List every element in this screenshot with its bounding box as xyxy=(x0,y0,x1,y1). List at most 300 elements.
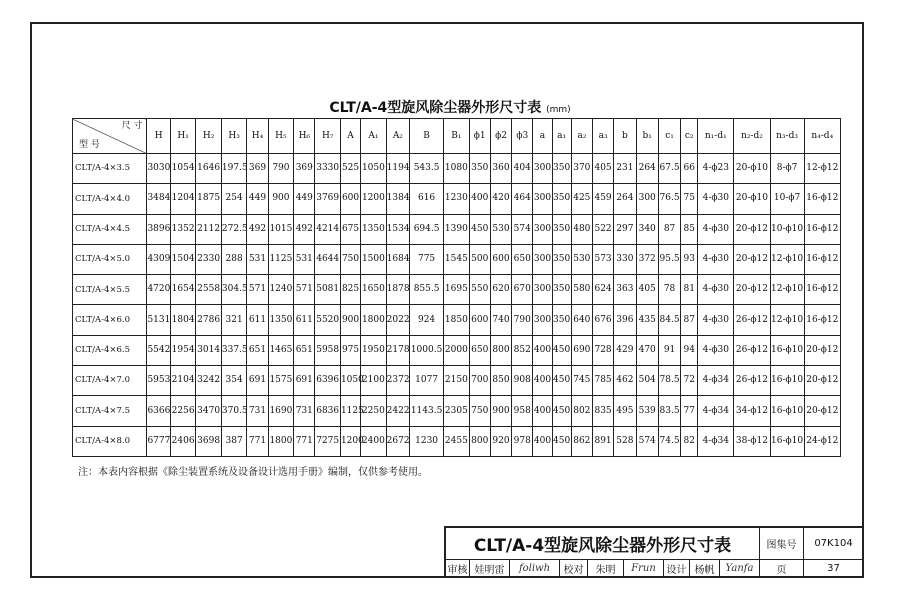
value-cell: 66 xyxy=(681,154,698,184)
value-cell: 2305 xyxy=(444,396,470,426)
value-cell: 600 xyxy=(469,305,490,335)
value-cell: 745 xyxy=(571,366,592,396)
value-cell: 363 xyxy=(614,275,636,305)
design-signature: Yanfa xyxy=(720,560,760,578)
value-cell: 464 xyxy=(512,184,533,214)
value-cell: 1015 xyxy=(268,214,294,244)
value-cell: 900 xyxy=(340,305,360,335)
value-cell: 1545 xyxy=(444,244,470,274)
value-cell: 1200 xyxy=(340,426,360,456)
value-cell: 492 xyxy=(294,214,315,244)
value-cell: 6366 xyxy=(147,396,170,426)
value-cell: 74.5 xyxy=(658,426,680,456)
column-header: H₃ xyxy=(221,119,247,154)
value-cell: 16-ϕ10 xyxy=(770,366,804,396)
value-cell: 94 xyxy=(681,335,698,365)
model-cell: CLT/A-4×4.5 xyxy=(73,214,147,244)
title-block xyxy=(444,526,862,578)
value-cell: 543.5 xyxy=(410,154,444,184)
value-cell: 300 xyxy=(533,214,552,244)
value-cell: 531 xyxy=(247,244,268,274)
table-row xyxy=(73,305,841,335)
value-cell: 78.5 xyxy=(658,366,680,396)
value-cell: 690 xyxy=(571,335,592,365)
model-cell: CLT/A-4×3.5 xyxy=(73,154,147,184)
value-cell: 531 xyxy=(294,244,315,274)
value-cell: 1384 xyxy=(386,184,409,214)
value-cell: 500 xyxy=(469,244,490,274)
value-cell: 16-ϕ12 xyxy=(804,275,840,305)
column-header: H₅ xyxy=(268,119,294,154)
column-header: n₄-d₄ xyxy=(804,119,840,154)
value-cell: 20-ϕ10 xyxy=(734,184,770,214)
value-cell: 360 xyxy=(490,154,511,184)
value-cell: 450 xyxy=(552,426,571,456)
value-cell: 4-ϕ34 xyxy=(698,396,734,426)
value-cell: 728 xyxy=(592,335,613,365)
review-signature: foliwh xyxy=(510,560,560,578)
value-cell: 691 xyxy=(247,366,268,396)
value-cell: 624 xyxy=(592,275,613,305)
value-cell: 12-ϕ10 xyxy=(770,275,804,305)
value-cell: 2100 xyxy=(361,366,387,396)
value-cell: 330 xyxy=(614,244,636,274)
value-cell: 2330 xyxy=(196,244,222,274)
value-cell: 405 xyxy=(592,154,613,184)
value-cell: 26-ϕ12 xyxy=(734,366,770,396)
value-cell: 4-ϕ34 xyxy=(698,426,734,456)
value-cell: 82 xyxy=(681,426,698,456)
value-cell: 1654 xyxy=(170,275,196,305)
design-name: 杨帆 xyxy=(690,560,720,578)
column-header: A₁ xyxy=(361,119,387,154)
value-cell: 900 xyxy=(268,184,294,214)
model-cell: CLT/A-4×6.0 xyxy=(73,305,147,335)
value-cell: 600 xyxy=(490,244,511,274)
value-cell: 920 xyxy=(490,426,511,456)
value-cell: 1684 xyxy=(386,244,409,274)
value-cell: 750 xyxy=(469,396,490,426)
value-cell: 254 xyxy=(221,184,247,214)
value-cell: 740 xyxy=(490,305,511,335)
value-cell: 825 xyxy=(340,275,360,305)
value-cell: 6396 xyxy=(315,366,341,396)
value-cell: 372 xyxy=(636,244,658,274)
value-cell: 1000.5 xyxy=(410,335,444,365)
value-cell: 611 xyxy=(247,305,268,335)
value-cell: 3484 xyxy=(147,184,170,214)
value-cell: 370.5 xyxy=(221,396,247,426)
value-cell: 83.5 xyxy=(658,396,680,426)
column-header: n₃-d₃ xyxy=(770,119,804,154)
value-cell: 300 xyxy=(636,184,658,214)
value-cell: 3698 xyxy=(196,426,222,456)
title-unit: (mm) xyxy=(546,105,571,115)
value-cell: 197.5 xyxy=(221,154,247,184)
value-cell: 1054 xyxy=(170,154,196,184)
value-cell: 10-ϕ7 xyxy=(770,184,804,214)
column-header: a₃ xyxy=(592,119,613,154)
value-cell: 862 xyxy=(571,426,592,456)
value-cell: 337.5 xyxy=(221,335,247,365)
atlas-label: 图集号 xyxy=(760,528,804,560)
value-cell: 2250 xyxy=(361,396,387,426)
value-cell: 504 xyxy=(636,366,658,396)
value-cell: 400 xyxy=(533,426,552,456)
value-cell: 650 xyxy=(469,335,490,365)
design-label: 设计 xyxy=(664,560,690,578)
value-cell: 528 xyxy=(614,426,636,456)
table-row xyxy=(73,184,841,214)
value-cell: 34-ϕ12 xyxy=(734,396,770,426)
atlas-number: 07K104 xyxy=(804,528,864,560)
value-cell: 574 xyxy=(512,214,533,244)
value-cell: 855.5 xyxy=(410,275,444,305)
value-cell: 72 xyxy=(681,366,698,396)
column-header: a xyxy=(533,119,552,154)
table-row xyxy=(73,154,841,184)
value-cell: 16-ϕ10 xyxy=(770,335,804,365)
value-cell: 449 xyxy=(294,184,315,214)
value-cell: 1143.5 xyxy=(410,396,444,426)
value-cell: 459 xyxy=(592,184,613,214)
value-cell: 800 xyxy=(469,426,490,456)
value-cell: 450 xyxy=(552,396,571,426)
value-cell: 264 xyxy=(636,154,658,184)
value-cell: 300 xyxy=(533,154,552,184)
table-row xyxy=(73,335,841,365)
value-cell: 462 xyxy=(614,366,636,396)
value-cell: 771 xyxy=(294,426,315,456)
value-cell: 370 xyxy=(571,154,592,184)
value-cell: 354 xyxy=(221,366,247,396)
value-cell: 1850 xyxy=(444,305,470,335)
value-cell: 350 xyxy=(552,154,571,184)
value-cell: 492 xyxy=(247,214,268,244)
value-cell: 300 xyxy=(533,244,552,274)
value-cell: 20-ϕ12 xyxy=(804,335,840,365)
value-cell: 1500 xyxy=(361,244,387,274)
value-cell: 958 xyxy=(512,396,533,426)
value-cell: 6777 xyxy=(147,426,170,456)
value-cell: 731 xyxy=(247,396,268,426)
value-cell: 85 xyxy=(681,214,698,244)
value-cell: 350 xyxy=(552,244,571,274)
value-cell: 264 xyxy=(614,184,636,214)
value-cell: 1230 xyxy=(444,184,470,214)
value-cell: 24-ϕ12 xyxy=(804,426,840,456)
value-cell: 400 xyxy=(533,396,552,426)
value-cell: 12-ϕ10 xyxy=(770,244,804,274)
value-cell: 1077 xyxy=(410,366,444,396)
table-row xyxy=(73,366,841,396)
value-cell: 26-ϕ12 xyxy=(734,335,770,365)
column-header: A₂ xyxy=(386,119,409,154)
check-name: 朱明 xyxy=(588,560,624,578)
value-cell: 550 xyxy=(469,275,490,305)
column-header: b xyxy=(614,119,636,154)
value-cell: 400 xyxy=(469,184,490,214)
value-cell: 2022 xyxy=(386,305,409,335)
column-header: H₆ xyxy=(294,119,315,154)
value-cell: 20-ϕ12 xyxy=(804,396,840,426)
value-cell: 8-ϕ7 xyxy=(770,154,804,184)
table-title xyxy=(0,97,900,117)
value-cell: 1575 xyxy=(268,366,294,396)
value-cell: 20-ϕ10 xyxy=(734,154,770,184)
column-header: H₁ xyxy=(170,119,196,154)
value-cell: 1240 xyxy=(268,275,294,305)
value-cell: 1504 xyxy=(170,244,196,274)
column-header: B xyxy=(410,119,444,154)
value-cell: 1695 xyxy=(444,275,470,305)
column-header: H₄ xyxy=(247,119,268,154)
value-cell: 75 xyxy=(681,184,698,214)
column-header: n₁-d₁ xyxy=(698,119,734,154)
value-cell: 1390 xyxy=(444,214,470,244)
value-cell: 530 xyxy=(571,244,592,274)
column-header: H xyxy=(147,119,170,154)
corner-header xyxy=(73,119,147,154)
value-cell: 1800 xyxy=(268,426,294,456)
value-cell: 1690 xyxy=(268,396,294,426)
value-cell: 350 xyxy=(552,184,571,214)
value-cell: 2112 xyxy=(196,214,222,244)
value-cell: 640 xyxy=(571,305,592,335)
check-label: 校对 xyxy=(560,560,588,578)
value-cell: 449 xyxy=(247,184,268,214)
model-cell: CLT/A-4×5.0 xyxy=(73,244,147,274)
value-cell: 3030 xyxy=(147,154,170,184)
value-cell: 802 xyxy=(571,396,592,426)
value-cell: 405 xyxy=(636,275,658,305)
value-cell: 91 xyxy=(658,335,680,365)
value-cell: 76.5 xyxy=(658,184,680,214)
value-cell: 4-ϕ34 xyxy=(698,366,734,396)
value-cell: 2672 xyxy=(386,426,409,456)
value-cell: 1352 xyxy=(170,214,196,244)
value-cell: 750 xyxy=(340,244,360,274)
value-cell: 3470 xyxy=(196,396,222,426)
footnote: 注：本表内容根据《除尘装置系统及设备设计选用手册》编制，仅供参考使用。 xyxy=(78,467,428,478)
page-number: 37 xyxy=(804,560,864,578)
value-cell: 77 xyxy=(681,396,698,426)
value-cell: 3014 xyxy=(196,335,222,365)
column-header: H₂ xyxy=(196,119,222,154)
value-cell: 5953 xyxy=(147,366,170,396)
corner-size-label: 尺 寸 xyxy=(121,121,143,131)
value-cell: 4309 xyxy=(147,244,170,274)
value-cell: 2400 xyxy=(361,426,387,456)
value-cell: 694.5 xyxy=(410,214,444,244)
value-cell: 4-ϕ30 xyxy=(698,305,734,335)
value-cell: 400 xyxy=(533,335,552,365)
value-cell: 26-ϕ12 xyxy=(734,305,770,335)
model-cell: CLT/A-4×4.0 xyxy=(73,184,147,214)
value-cell: 616 xyxy=(410,184,444,214)
value-cell: 20-ϕ12 xyxy=(734,214,770,244)
value-cell: 4-ϕ30 xyxy=(698,335,734,365)
value-cell: 1875 xyxy=(196,184,222,214)
value-cell: 495 xyxy=(614,396,636,426)
value-cell: 16-ϕ12 xyxy=(804,305,840,335)
column-header: ϕ1 xyxy=(469,119,490,154)
value-cell: 1350 xyxy=(268,305,294,335)
value-cell: 2406 xyxy=(170,426,196,456)
value-cell: 16-ϕ12 xyxy=(804,244,840,274)
column-header: n₂-d₂ xyxy=(734,119,770,154)
value-cell: 12-ϕ10 xyxy=(770,305,804,335)
value-cell: 300 xyxy=(533,275,552,305)
value-cell: 580 xyxy=(571,275,592,305)
table-body xyxy=(73,154,841,457)
value-cell: 3330 xyxy=(315,154,341,184)
value-cell: 7275 xyxy=(315,426,341,456)
column-header: B₁ xyxy=(444,119,470,154)
model-cell: CLT/A-4×7.5 xyxy=(73,396,147,426)
value-cell: 908 xyxy=(512,366,533,396)
value-cell: 4720 xyxy=(147,275,170,305)
value-cell: 800 xyxy=(490,335,511,365)
column-header: c₂ xyxy=(681,119,698,154)
value-cell: 2786 xyxy=(196,305,222,335)
value-cell: 600 xyxy=(340,184,360,214)
value-cell: 5958 xyxy=(315,335,341,365)
model-cell: CLT/A-4×8.0 xyxy=(73,426,147,456)
value-cell: 2455 xyxy=(444,426,470,456)
value-cell: 272.5 xyxy=(221,214,247,244)
value-cell: 3896 xyxy=(147,214,170,244)
value-cell: 891 xyxy=(592,426,613,456)
value-cell: 3242 xyxy=(196,366,222,396)
value-cell: 400 xyxy=(533,366,552,396)
value-cell: 369 xyxy=(247,154,268,184)
value-cell: 300 xyxy=(533,305,552,335)
table-row xyxy=(73,214,841,244)
value-cell: 900 xyxy=(490,396,511,426)
value-cell: 522 xyxy=(592,214,613,244)
value-cell: 4-ϕ30 xyxy=(698,214,734,244)
value-cell: 4644 xyxy=(315,244,341,274)
value-cell: 6836 xyxy=(315,396,341,426)
value-cell: 297 xyxy=(614,214,636,244)
review-name: 娃明雷 xyxy=(470,560,510,578)
table-row xyxy=(73,275,841,305)
value-cell: 1650 xyxy=(361,275,387,305)
value-cell: 771 xyxy=(247,426,268,456)
value-cell: 95.5 xyxy=(658,244,680,274)
value-cell: 651 xyxy=(247,335,268,365)
value-cell: 571 xyxy=(247,275,268,305)
value-cell: 1230 xyxy=(410,426,444,456)
page-label: 页 xyxy=(760,560,804,578)
value-cell: 731 xyxy=(294,396,315,426)
value-cell: 10-ϕ10 xyxy=(770,214,804,244)
title-text: CLT/A-4型旋风除尘器外形尺寸表 xyxy=(329,100,542,116)
value-cell: 924 xyxy=(410,305,444,335)
value-cell: 785 xyxy=(592,366,613,396)
value-cell: 775 xyxy=(410,244,444,274)
value-cell: 231 xyxy=(614,154,636,184)
value-cell: 4-ϕ30 xyxy=(698,244,734,274)
value-cell: 2422 xyxy=(386,396,409,426)
value-cell: 420 xyxy=(490,184,511,214)
header-row xyxy=(73,119,841,154)
value-cell: 1125 xyxy=(268,244,294,274)
column-header: c₁ xyxy=(658,119,680,154)
value-cell: 78 xyxy=(658,275,680,305)
value-cell: 611 xyxy=(294,305,315,335)
value-cell: 450 xyxy=(469,214,490,244)
value-cell: 1950 xyxy=(361,335,387,365)
value-cell: 435 xyxy=(636,305,658,335)
value-cell: 300 xyxy=(533,184,552,214)
value-cell: 350 xyxy=(552,214,571,244)
value-cell: 12-ϕ12 xyxy=(804,154,840,184)
value-cell: 38-ϕ12 xyxy=(734,426,770,456)
value-cell: 1465 xyxy=(268,335,294,365)
value-cell: 2000 xyxy=(444,335,470,365)
value-cell: 16-ϕ12 xyxy=(804,184,840,214)
value-cell: 67.5 xyxy=(658,154,680,184)
table-row xyxy=(73,396,841,426)
value-cell: 852 xyxy=(512,335,533,365)
value-cell: 288 xyxy=(221,244,247,274)
value-cell: 369 xyxy=(294,154,315,184)
table-row xyxy=(73,244,841,274)
value-cell: 676 xyxy=(592,305,613,335)
value-cell: 396 xyxy=(614,305,636,335)
value-cell: 700 xyxy=(469,366,490,396)
value-cell: 425 xyxy=(571,184,592,214)
value-cell: 4-ϕ30 xyxy=(698,184,734,214)
value-cell: 1800 xyxy=(361,305,387,335)
column-header: H₇ xyxy=(315,119,341,154)
value-cell: 2150 xyxy=(444,366,470,396)
value-cell: 978 xyxy=(512,426,533,456)
value-cell: 470 xyxy=(636,335,658,365)
value-cell: 5542 xyxy=(147,335,170,365)
value-cell: 404 xyxy=(512,154,533,184)
value-cell: 20-ϕ12 xyxy=(804,366,840,396)
value-cell: 3769 xyxy=(315,184,341,214)
value-cell: 1050 xyxy=(361,154,387,184)
value-cell: 525 xyxy=(340,154,360,184)
check-signature: Frun xyxy=(624,560,664,578)
value-cell: 650 xyxy=(512,244,533,274)
value-cell: 975 xyxy=(340,335,360,365)
column-header: b₁ xyxy=(636,119,658,154)
value-cell: 2256 xyxy=(170,396,196,426)
value-cell: 16-ϕ10 xyxy=(770,396,804,426)
value-cell: 1050 xyxy=(340,366,360,396)
review-label: 审核 xyxy=(446,560,470,578)
value-cell: 450 xyxy=(552,366,571,396)
value-cell: 480 xyxy=(571,214,592,244)
value-cell: 340 xyxy=(636,214,658,244)
value-cell: 4214 xyxy=(315,214,341,244)
value-cell: 1804 xyxy=(170,305,196,335)
value-cell: 574 xyxy=(636,426,658,456)
value-cell: 2558 xyxy=(196,275,222,305)
value-cell: 530 xyxy=(490,214,511,244)
value-cell: 790 xyxy=(512,305,533,335)
value-cell: 651 xyxy=(294,335,315,365)
value-cell: 539 xyxy=(636,396,658,426)
value-cell: 5081 xyxy=(315,275,341,305)
value-cell: 350 xyxy=(552,275,571,305)
value-cell: 571 xyxy=(294,275,315,305)
